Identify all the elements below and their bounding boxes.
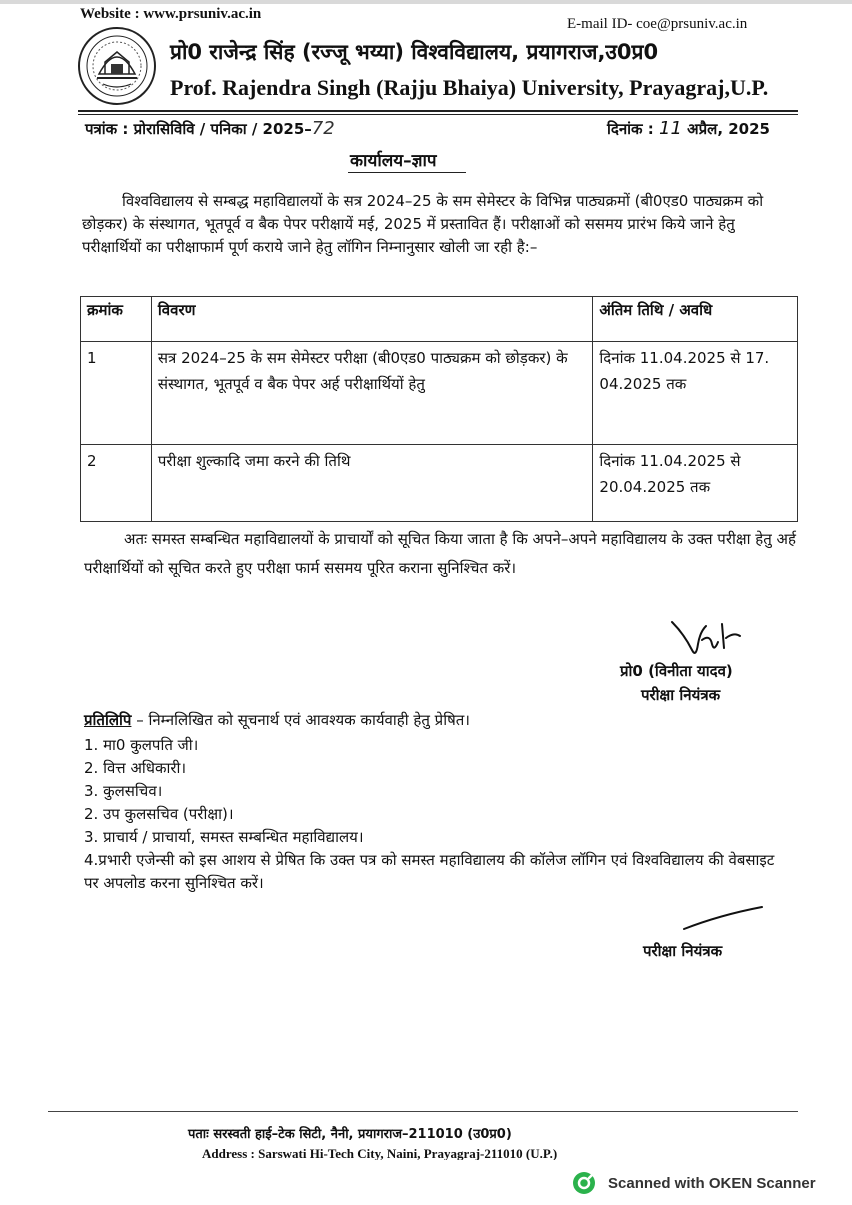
signatory-designation-2: परीक्षा नियंत्रक	[643, 942, 723, 960]
row-serial: 2	[81, 445, 152, 522]
column-header-description: विवरण	[151, 297, 593, 342]
title-underline	[348, 172, 466, 173]
list-item: 4.प्रभारी एजेन्सी को इस आशय से प्रेषित कि उक्त पत्र को समस्त महाविद्यालय की कॉलेज लॉगिन एवं विश्वविद्यालय की वेबसाइट पर अपलोड करना सुनिश्चित करें।	[84, 851, 775, 892]
reference-label: पत्रांक : प्रोरासिविवि / पनिका / 2025–	[85, 120, 312, 138]
copy-to-title: प्रतिलिपि	[84, 711, 132, 729]
scan-top-border	[0, 0, 852, 4]
row-deadline: दिनांक 11.04.2025 से 17. 04.2025 तक	[593, 342, 798, 445]
email-text: E-mail ID- coe@prsuniv.ac.in	[567, 16, 748, 32]
university-name-english: Prof. Rajendra Singh (Rajju Bhaiya) University, Prayagraj,U.P.	[170, 75, 769, 100]
header-divider	[78, 110, 798, 112]
column-header-deadline: अंतिम तिथि / अवधि	[593, 297, 798, 342]
row-description: परीक्षा शुल्कादि जमा करने की तिथि	[151, 445, 593, 522]
intro-paragraph-text: विश्वविद्यालय से सम्बद्ध महाविद्यालयों के सत्र 2024–25 के सम सेमेस्टर के विभिन्न पाठ्यक्रमों (बी0एड0 पाठ्यक्रम को छोड़कर) के संस्थागत, भूतपूर्व व बैक पेपर परीक्षायें मई, 2025 में प्रस्तावित हैं। परीक्षाओं को ससमय प्रारंभ किये जाने हेतु परीक्षार्थियों का परीक्षाफार्म पूर्ण कराये जाने हेतु लॉगिन निम्नानुसार खोली जा रही है:–	[82, 192, 764, 256]
list-item: 2. वित्त अधिकारी।	[84, 759, 187, 777]
table-row	[81, 342, 798, 445]
date-label: दिनांक :	[607, 120, 660, 138]
row-deadline: दिनांक 11.04.2025 से 20.04.2025 तक	[593, 445, 798, 522]
university-seal-icon	[77, 26, 157, 106]
intro-paragraph	[82, 190, 798, 259]
list-item: 3. प्राचार्य / प्राचार्या, समस्त सम्बन्धित महाविद्यालय।	[84, 828, 364, 846]
row-description: सत्र 2024–25 के सम सेमेस्टर परीक्षा (बी0एड0 पाठ्यक्रम को छोड़कर) के संस्थागत, भूतपूर्व व बैक पेपर अर्ह परीक्षार्थियों हेतु	[151, 342, 593, 445]
signature-stroke-image	[680, 903, 770, 933]
header-divider-thin	[78, 114, 798, 115]
instruction-paragraph-text: अतः समस्त सम्बन्धित महाविद्यालयों के प्राचार्यों को सूचित किया जाता है कि अपने–अपने महाविद्यालय के उक्त परीक्षा हेतु अर्ह परीक्षार्थियों को सूचित करते हुए परीक्षा फार्म ससमय पूरित कराना सुनिश्चित करें।	[84, 530, 796, 577]
list-item: 3. कुलसचिव।	[84, 782, 163, 800]
reference-number	[85, 118, 335, 139]
document-title: कार्यालय–ज्ञाप	[350, 151, 437, 171]
date-handwritten-day: 11	[659, 118, 682, 139]
reference-handwritten-number: 72	[311, 118, 335, 139]
website-text: Website : www.prsuniv.ac.in	[80, 6, 262, 22]
schedule-table	[80, 296, 798, 522]
copy-to-text: – निम्नलिखित को सूचनार्थ एवं आवश्यक कार्यवाही हेतु प्रेषित।	[131, 711, 470, 729]
scanner-watermark	[572, 1168, 816, 1198]
signature-image	[666, 614, 756, 664]
column-header-serial: क्रमांक	[81, 297, 152, 342]
list-item: 2. उप कुलसचिव (परीक्षा)।	[84, 805, 234, 823]
table-row	[81, 445, 798, 522]
letter-date	[607, 118, 770, 139]
signatory-name: प्रो0 (विनीता यादव)	[620, 662, 733, 680]
copy-to-list	[84, 734, 784, 895]
footer-address-hindi: पताः सरस्वती हाई–टेक सिटी, नैनी, प्रयागराज–211010 (उ0प्र0)	[188, 1127, 512, 1142]
date-month-year: अप्रैल, 2025	[681, 120, 770, 138]
signatory-designation: परीक्षा नियंत्रक	[641, 686, 721, 704]
instruction-paragraph	[84, 525, 800, 583]
table-header-row	[81, 297, 798, 342]
footer-address-english: Address : Sarswati Hi-Tech City, Naini, Prayagraj-211010 (U.P.)	[202, 1146, 558, 1160]
oken-scanner-logo-icon	[572, 1171, 596, 1195]
list-item: 1. मा0 कुलपति जी।	[84, 736, 199, 754]
university-name-hindi: प्रो0 राजेन्द्र सिंह (रज्जू भय्या) विश्वविद्यालय, प्रयागराज,उ0प्र0	[170, 40, 659, 64]
scanner-watermark-text: Scanned with OKEN Scanner	[608, 1174, 816, 1192]
footer-divider	[48, 1111, 798, 1112]
row-serial: 1	[81, 342, 152, 445]
copy-to-intro	[84, 710, 470, 730]
